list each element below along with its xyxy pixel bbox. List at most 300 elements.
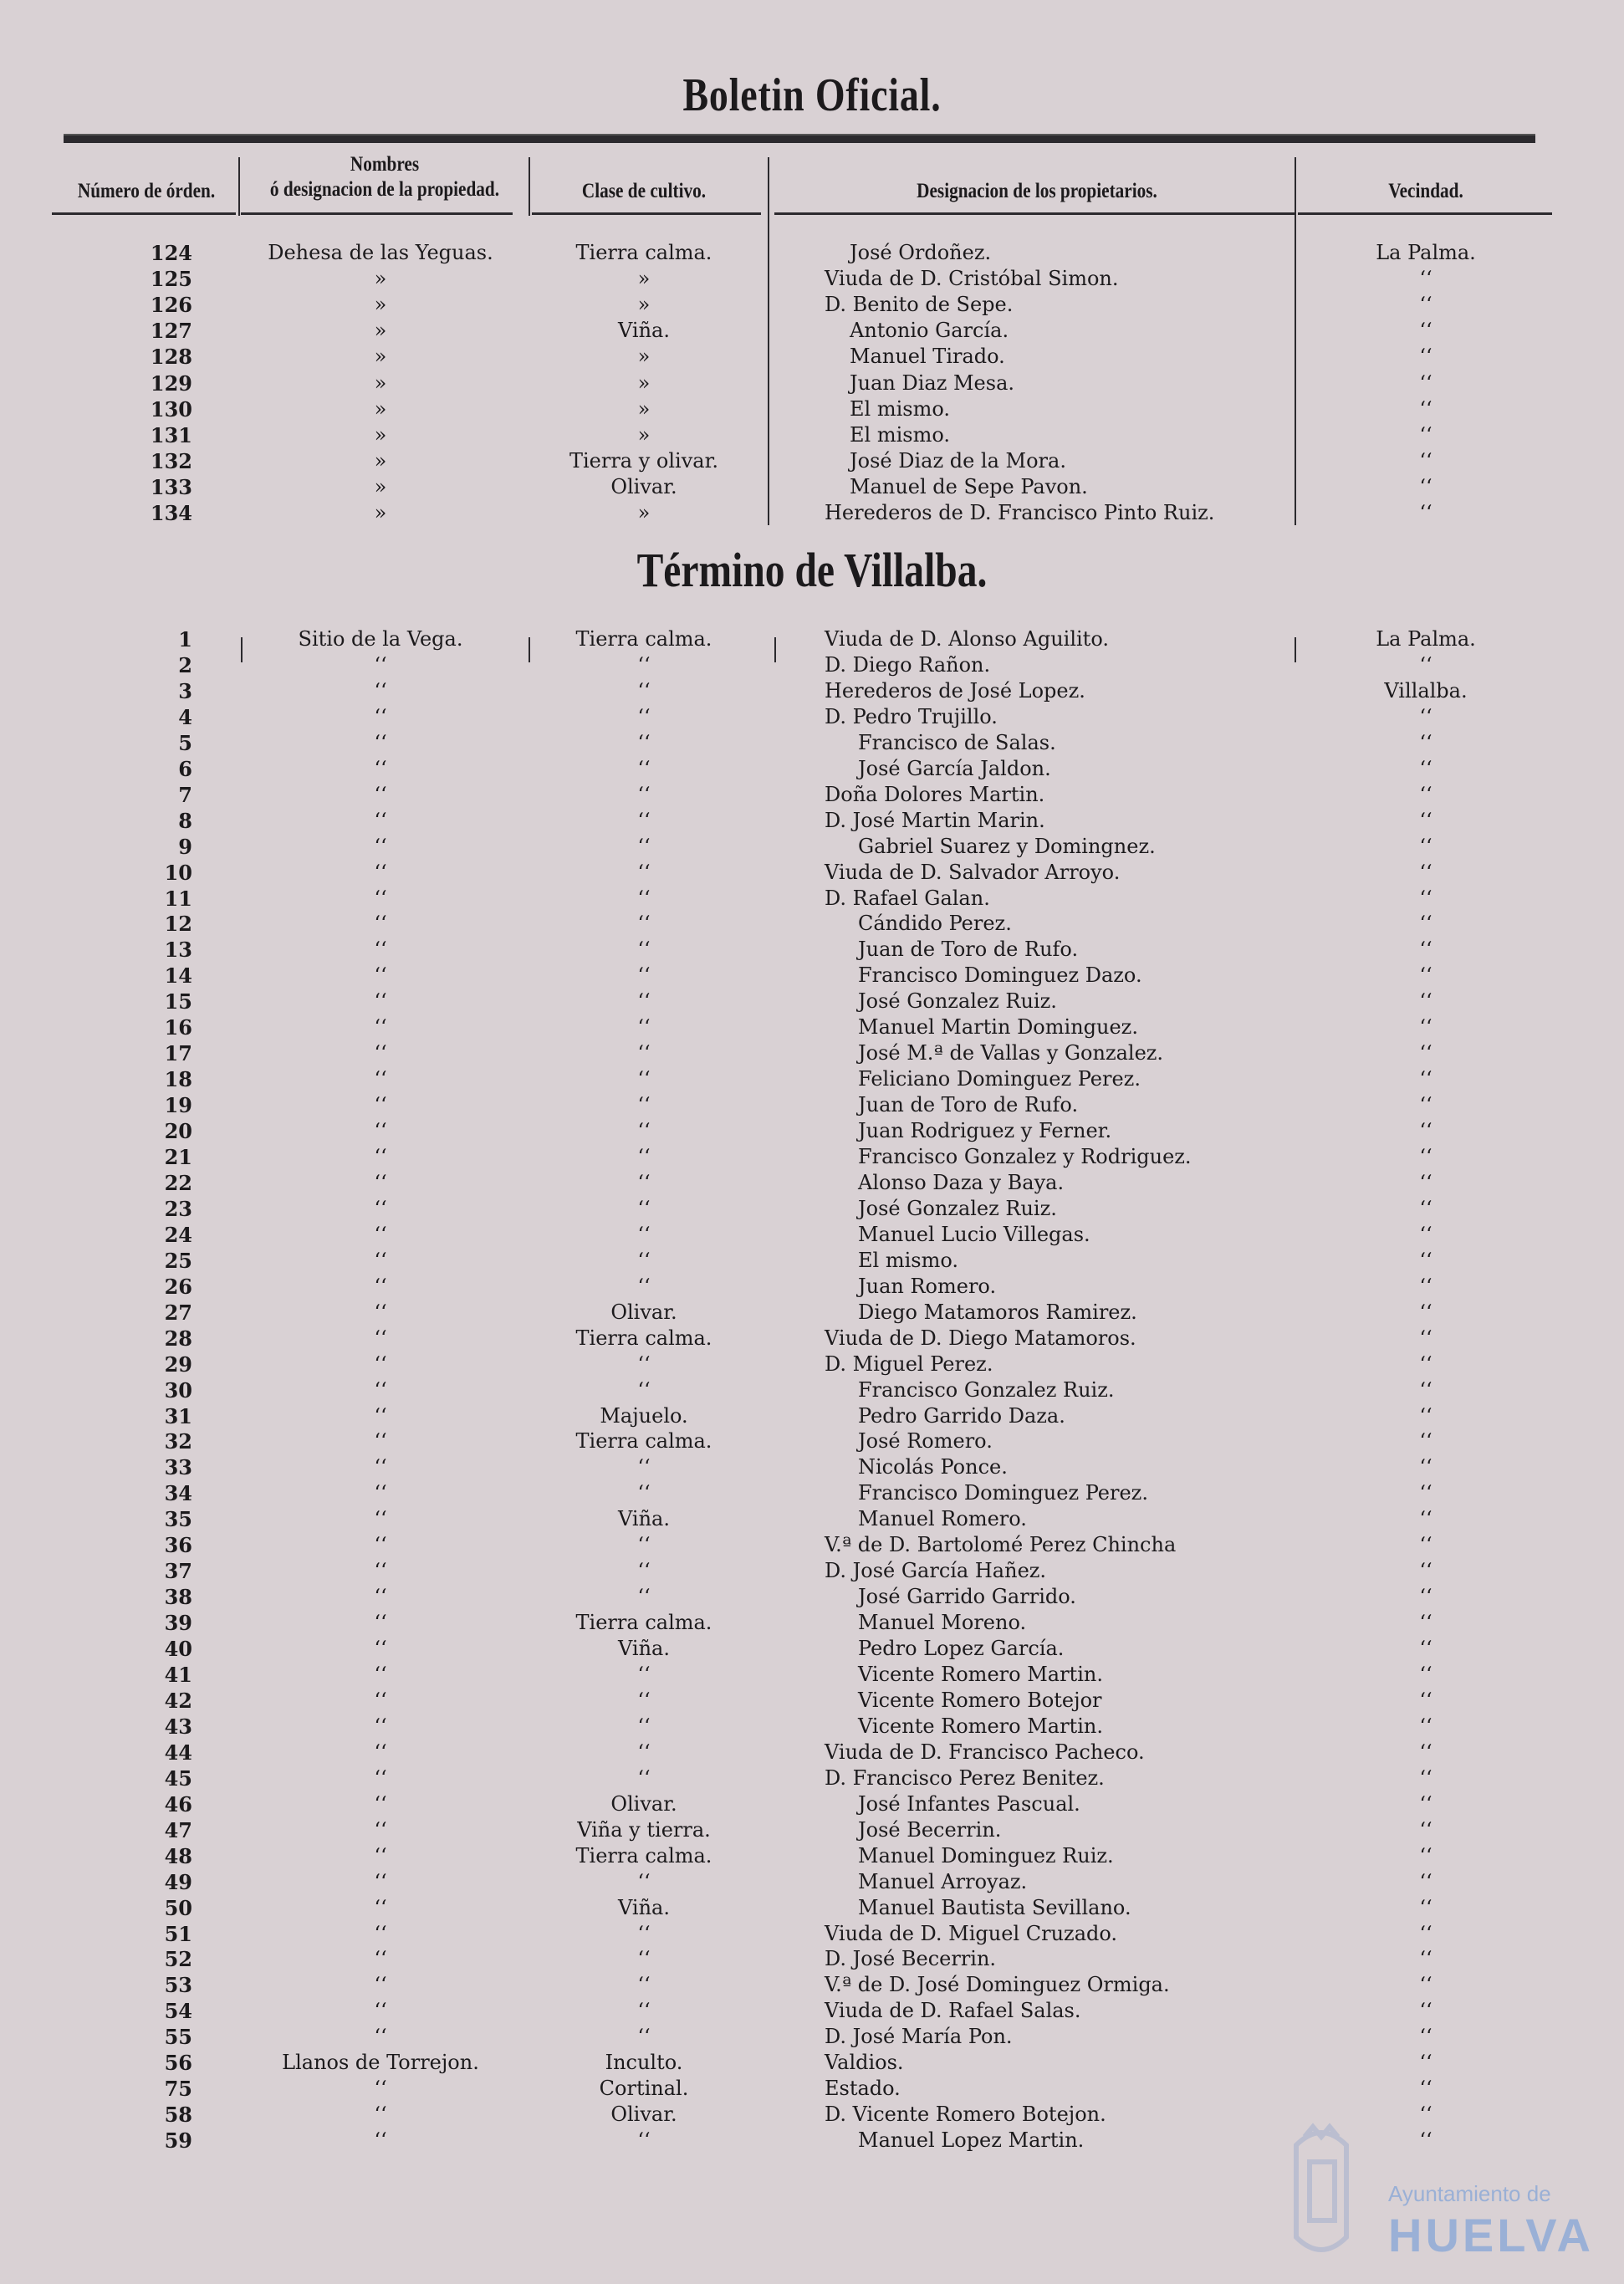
row-vecindad: ‘‘ [1419,1377,1432,1402]
row-cultivation: ‘‘ [637,652,651,677]
row-number: 5 [178,730,192,755]
row-owner: El mismo. [850,396,950,421]
header-underline [532,212,761,215]
row-number: 127 [150,319,192,344]
row-number: 19 [164,1093,192,1118]
header-underline [241,212,513,215]
row-property: ‘‘ [374,963,387,988]
row-cultivation: ‘‘ [637,2128,651,2153]
row-vecindad: ‘‘ [1419,1869,1432,1893]
row-cultivation: Tierra y olivar. [569,448,719,473]
row-owner: D. Benito de Sepe. [825,293,1014,317]
row-number: 43 [164,1714,192,1739]
header-rule [64,134,1535,143]
row-owner: D. Miguel Perez. [825,1351,993,1376]
row-cultivation: ‘‘ [637,1196,651,1220]
row-number: 51 [164,1921,192,1946]
row-property: ‘‘ [374,704,387,728]
row-number: 45 [164,1765,192,1791]
row-owner: Manuel Lucio Villegas. [858,1222,1090,1246]
row-cultivation: ‘‘ [637,1015,651,1040]
column-header-nombres-line1: Nombres [350,153,420,176]
row-cultivation: ‘‘ [637,730,651,754]
table-row [0,370,1624,396]
header-underline [52,212,236,215]
row-number: 8 [178,808,192,833]
row-property: ‘‘ [374,1300,387,1324]
row-property: ‘‘ [374,1119,387,1143]
row-property: ‘‘ [374,989,387,1014]
row-vecindad: ‘‘ [1419,963,1432,988]
row-vecindad: ‘‘ [1419,1067,1432,1091]
column-header-nombres-line2: ó designacion de la propiedad. [269,178,500,201]
row-cultivation: ‘‘ [637,1067,651,1091]
row-number: 131 [150,422,192,447]
table-row [0,1066,1624,1092]
row-property: ‘‘ [374,2025,387,2049]
row-number: 40 [164,1637,192,1662]
row-property: ‘‘ [374,1455,387,1479]
row-cultivation: ‘‘ [637,1222,651,1246]
row-property: ‘‘ [374,1377,387,1402]
row-owner: Viuda de D. Rafael Salas. [825,1999,1081,2023]
row-cultivation: ‘‘ [637,1765,651,1790]
row-cultivation: Tierra calma. [575,241,712,264]
row-property: ‘‘ [374,1663,387,1686]
row-property: ‘‘ [374,1714,387,1738]
row-owner: Manuel Moreno. [858,1611,1027,1635]
table-row [0,1454,1624,1480]
row-owner: José Ordoñez. [850,241,992,264]
row-cultivation: ‘‘ [637,1585,651,1609]
row-number: 32 [164,1429,192,1454]
row-owner: Pedro Garrido Daza. [858,1403,1065,1428]
row-property: ‘‘ [374,1843,387,1868]
table-row [0,1714,1624,1740]
row-vecindad: ‘‘ [1419,1740,1432,1764]
row-owner: Pedro Lopez García. [858,1637,1065,1661]
row-number: 16 [164,1015,192,1040]
row-property: Sitio de la Vega. [298,627,463,651]
row-vecindad: ‘‘ [1419,1196,1432,1220]
row-owner: Francisco Dominguez Perez. [858,1481,1148,1505]
table-row [0,1248,1624,1274]
row-cultivation: ‘‘ [637,1351,651,1376]
header-underline [1298,212,1552,215]
table-row [0,652,1624,678]
row-owner: El mismo. [850,422,950,447]
table-row [0,1998,1624,2024]
row-vecindad: ‘‘ [1419,501,1432,524]
row-owner: José M.ª de Vallas y Gonzalez. [858,1041,1164,1065]
row-property: ‘‘ [374,1791,387,1816]
row-property: ‘‘ [374,1817,387,1842]
row-property: ‘‘ [374,1895,387,1919]
row-number: 35 [164,1507,192,1532]
row-number: 124 [150,241,192,265]
table-row [0,1274,1624,1300]
row-property: ‘‘ [374,1869,387,1893]
row-owner: José Diaz de la Mora. [850,448,1066,473]
row-property: ‘‘ [374,1507,387,1531]
row-vecindad: ‘‘ [1419,1351,1432,1376]
row-owner: Manuel Dominguez Ruiz. [858,1843,1114,1868]
row-number: 13 [164,938,192,963]
row-owner: Gabriel Suarez y Domingnez. [858,834,1156,858]
row-number: 21 [164,1145,192,1169]
table-row [0,1428,1624,1454]
row-owner: Vicente Romero Martin. [858,1714,1103,1738]
row-property: ‘‘ [374,1274,387,1298]
row-vecindad: ‘‘ [1419,1119,1432,1143]
row-cultivation: Viña. [618,1895,670,1919]
row-property: ‘‘ [374,1611,387,1635]
row-property: ‘‘ [374,1041,387,1065]
row-owner: D. José María Pon. [825,2025,1013,2049]
row-vecindad: ‘‘ [1419,1403,1432,1428]
row-number: 11 [164,886,192,911]
row-owner: Alonso Daza y Baya. [858,1170,1065,1194]
row-vecindad: ‘‘ [1419,1145,1432,1168]
row-vecindad: ‘‘ [1419,422,1432,447]
row-cultivation: Cortinal. [599,2077,689,2101]
row-cultivation: ‘‘ [637,1145,651,1168]
row-cultivation: ‘‘ [637,1921,651,1945]
row-vecindad: ‘‘ [1419,1663,1432,1686]
table-row [0,937,1624,963]
row-property: ‘‘ [374,678,387,703]
row-property: ‘‘ [374,834,387,858]
row-owner: V.ª de D. Bartolomé Perez Chincha [825,1533,1177,1557]
row-cultivation: ‘‘ [637,1248,651,1272]
table-row [0,1843,1624,1869]
row-cultivation: » [637,422,651,447]
row-number: 130 [150,396,192,422]
row-property: ‘‘ [374,912,387,936]
row-property: ‘‘ [374,1921,387,1945]
row-number: 23 [164,1196,192,1221]
row-number: 47 [164,1817,192,1842]
row-vecindad: ‘‘ [1419,1326,1432,1350]
table-row [0,1610,1624,1636]
table-row [0,626,1624,652]
row-owner: Manuel Bautista Sevillano. [858,1895,1131,1919]
row-owner: Vicente Romero Botejor [858,1688,1102,1712]
row-cultivation: ‘‘ [637,886,651,910]
row-vecindad: ‘‘ [1419,1274,1432,1298]
row-number: 59 [164,2128,192,2154]
row-cultivation: Tierra calma. [575,1326,712,1350]
table-row [0,1895,1624,1921]
row-owner: Viuda de D. Cristóbal Simon. [825,267,1119,291]
row-owner: D. José García Hañez. [825,1559,1047,1583]
table-row [0,860,1624,886]
row-number: 41 [164,1663,192,1687]
table-row [0,292,1624,318]
table-row [0,1170,1624,1196]
row-property: ‘‘ [374,1688,387,1712]
row-vecindad: ‘‘ [1419,652,1432,677]
row-number: 75 [164,2077,192,2102]
row-number: 6 [178,756,192,781]
table-row [0,886,1624,912]
row-owner: Manuel Romero. [858,1507,1027,1531]
row-property: ‘‘ [374,1326,387,1350]
row-vecindad: ‘‘ [1419,912,1432,936]
row-number: 133 [150,474,192,499]
row-number: 129 [150,370,192,396]
table-row [0,1869,1624,1895]
row-vecindad: ‘‘ [1419,730,1432,754]
row-owner: Manuel Tirado. [850,345,1005,369]
row-owner: D. Vicente Romero Botejon. [825,2103,1106,2127]
row-cultivation: Tierra calma. [575,627,712,651]
row-owner: Manuel Arroyaz. [858,1869,1028,1893]
table-row [0,989,1624,1014]
table-row [0,1326,1624,1351]
row-cultivation: ‘‘ [637,1740,651,1764]
table-row [0,474,1624,500]
row-cultivation: Viña y tierra. [577,1817,711,1842]
row-number: 4 [178,704,192,729]
row-cultivation: ‘‘ [637,938,651,962]
row-number: 1 [178,627,192,651]
row-cultivation: ‘‘ [637,834,651,858]
row-property: » [374,345,387,369]
row-cultivation: » [637,293,651,317]
row-vecindad: ‘‘ [1419,860,1432,884]
row-owner: Viuda de D. Miguel Cruzado. [825,1921,1118,1945]
row-number: 38 [164,1585,192,1610]
row-cultivation: ‘‘ [637,1170,651,1194]
table-row [0,756,1624,782]
row-cultivation: ‘‘ [637,1688,651,1712]
row-vecindad: ‘‘ [1419,1170,1432,1194]
table-row [0,1300,1624,1326]
table-row [0,1765,1624,1791]
row-property: ‘‘ [374,2103,387,2127]
row-vecindad: ‘‘ [1419,1895,1432,1919]
column-divider [529,157,530,216]
row-vecindad: ‘‘ [1419,834,1432,858]
row-property: ‘‘ [374,1999,387,2023]
row-number: 134 [150,501,192,525]
row-vecindad: ‘‘ [1419,1041,1432,1065]
row-number: 53 [164,1973,192,1998]
row-vecindad: ‘‘ [1419,1300,1432,1324]
row-owner: Nicolás Ponce. [858,1455,1008,1479]
row-vecindad: ‘‘ [1419,1507,1432,1531]
row-owner: José Gonzalez Ruiz. [858,1196,1057,1220]
row-cultivation: ‘‘ [637,1973,651,1997]
row-owner: Herederos de D. Francisco Pinto Ruiz. [825,501,1215,524]
row-number: 44 [164,1740,192,1765]
row-number: 22 [164,1170,192,1195]
row-property: » [374,396,387,421]
table-row [0,448,1624,474]
row-vecindad: Villalba. [1384,678,1468,703]
row-cultivation: ‘‘ [637,1559,651,1583]
table-row [0,1222,1624,1248]
row-vecindad: ‘‘ [1419,886,1432,910]
row-vecindad: ‘‘ [1419,2025,1432,2049]
table-row [0,344,1624,370]
row-property: ‘‘ [374,1481,387,1505]
row-vecindad: ‘‘ [1419,1533,1432,1557]
row-number: 17 [164,1041,192,1066]
column-header-numero: Número de órden. [77,180,216,202]
row-property: » [374,293,387,317]
table-row [0,1532,1624,1558]
row-property: ‘‘ [374,1740,387,1764]
row-owner: D. Francisco Perez Benitez. [825,1765,1105,1790]
row-cultivation: » [637,370,651,395]
row-property: Dehesa de las Yeguas. [268,241,493,264]
row-number: 37 [164,1559,192,1584]
row-cultivation: ‘‘ [637,1533,651,1557]
row-property: ‘‘ [374,1093,387,1117]
row-vecindad: ‘‘ [1419,1843,1432,1868]
row-cultivation: Olivar. [610,2103,677,2127]
table-row [0,1817,1624,1843]
row-property: » [374,370,387,395]
section-title: Término de Villalba. [636,543,988,597]
row-property: ‘‘ [374,1947,387,1971]
row-property: ‘‘ [374,1973,387,1997]
table-row [0,911,1624,937]
row-property: ‘‘ [374,756,387,780]
row-number: 54 [164,1999,192,2024]
row-number: 33 [164,1455,192,1480]
table-row [0,1480,1624,1506]
table-row [0,396,1624,422]
table-row [0,1351,1624,1377]
row-owner: Francisco Dominguez Dazo. [858,963,1142,988]
row-cultivation: ‘‘ [637,1377,651,1402]
row-owner: Francisco de Salas. [858,730,1056,754]
row-owner: D. José Martin Marin. [825,808,1045,832]
row-vecindad: ‘‘ [1419,782,1432,806]
table-row [0,808,1624,834]
table-row [0,500,1624,526]
row-cultivation: ‘‘ [637,2025,651,2049]
row-owner: Juan de Toro de Rufo. [858,1093,1079,1117]
row-owner: Estado. [825,2077,901,2101]
row-property: ‘‘ [374,886,387,910]
row-owner: José Garrido Garrido. [858,1585,1076,1609]
row-cultivation: ‘‘ [637,1274,651,1298]
row-number: 128 [150,345,192,370]
row-vecindad: ‘‘ [1419,1455,1432,1479]
row-property: » [374,448,387,473]
row-owner: D. Rafael Galan. [825,886,990,910]
row-cultivation: » [637,396,651,421]
table-row [0,422,1624,448]
row-number: 7 [178,782,192,807]
row-number: 9 [178,834,192,859]
row-owner: D. Diego Rañon. [825,652,991,677]
row-cultivation: Olivar. [610,474,677,498]
table-row [0,782,1624,808]
row-owner: José Infantes Pascual. [858,1791,1080,1816]
table-row [0,2076,1624,2102]
row-vecindad: ‘‘ [1419,938,1432,962]
row-vecindad: ‘‘ [1419,808,1432,832]
row-owner: Antonio García. [850,319,1009,343]
row-number: 15 [164,989,192,1014]
row-property: ‘‘ [374,1637,387,1661]
row-owner: Juan Diaz Mesa. [850,370,1015,395]
row-cultivation: Viña. [618,319,670,343]
table-row [0,678,1624,704]
row-owner: Juan Romero. [858,1274,997,1298]
row-property: ‘‘ [374,860,387,884]
row-property: ‘‘ [374,652,387,677]
row-cultivation: ‘‘ [637,1093,651,1117]
row-number: 20 [164,1119,192,1144]
row-number: 50 [164,1895,192,1920]
table-row [0,1791,1624,1817]
table-row [0,1740,1624,1765]
row-owner: El mismo. [858,1248,958,1272]
table-row [0,834,1624,860]
row-cultivation: ‘‘ [637,808,651,832]
row-vecindad: ‘‘ [1419,345,1432,369]
row-vecindad: ‘‘ [1419,370,1432,395]
table-row [0,1014,1624,1040]
row-vecindad: ‘‘ [1419,2051,1432,2075]
row-cultivation: » [637,267,651,291]
row-cultivation: Inculto. [605,2051,683,2075]
row-cultivation: Viña. [618,1637,670,1661]
row-cultivation: ‘‘ [637,1455,651,1479]
row-property: ‘‘ [374,2077,387,2101]
row-vecindad: ‘‘ [1419,448,1432,473]
row-property: Llanos de Torrejon. [282,2051,479,2075]
row-owner: José Gonzalez Ruiz. [858,989,1057,1014]
row-vecindad: ‘‘ [1419,1611,1432,1635]
row-owner: Francisco Gonzalez Ruiz. [858,1377,1115,1402]
row-vecindad: ‘‘ [1419,756,1432,780]
row-property: ‘‘ [374,1403,387,1428]
row-property: ‘‘ [374,1222,387,1246]
row-number: 29 [164,1351,192,1377]
watermark-line1: Ayuntamiento de [1388,2181,1551,2206]
column-divider [238,157,240,216]
row-owner: Vicente Romero Martin. [858,1663,1103,1686]
row-vecindad: ‘‘ [1419,1637,1432,1661]
row-owner: Cándido Perez. [858,912,1012,936]
row-property: ‘‘ [374,730,387,754]
row-cultivation: ‘‘ [637,1119,651,1143]
row-property: ‘‘ [374,1765,387,1790]
row-vecindad: ‘‘ [1419,1248,1432,1272]
row-number: 46 [164,1791,192,1816]
row-vecindad: ‘‘ [1419,319,1432,343]
row-cultivation: ‘‘ [637,1999,651,2023]
row-cultivation: ‘‘ [637,1481,651,1505]
row-cultivation: Olivar. [610,1791,677,1816]
header-underline [774,212,1295,215]
row-cultivation: Olivar. [610,1300,677,1324]
column-header-designacion: Designacion de los propietarios. [917,180,1157,202]
row-cultivation: ‘‘ [637,704,651,728]
row-cultivation: ‘‘ [637,782,651,806]
table-row [0,1144,1624,1170]
row-property: ‘‘ [374,1429,387,1454]
column-header-nombres [260,152,509,219]
row-number: 56 [164,2051,192,2076]
